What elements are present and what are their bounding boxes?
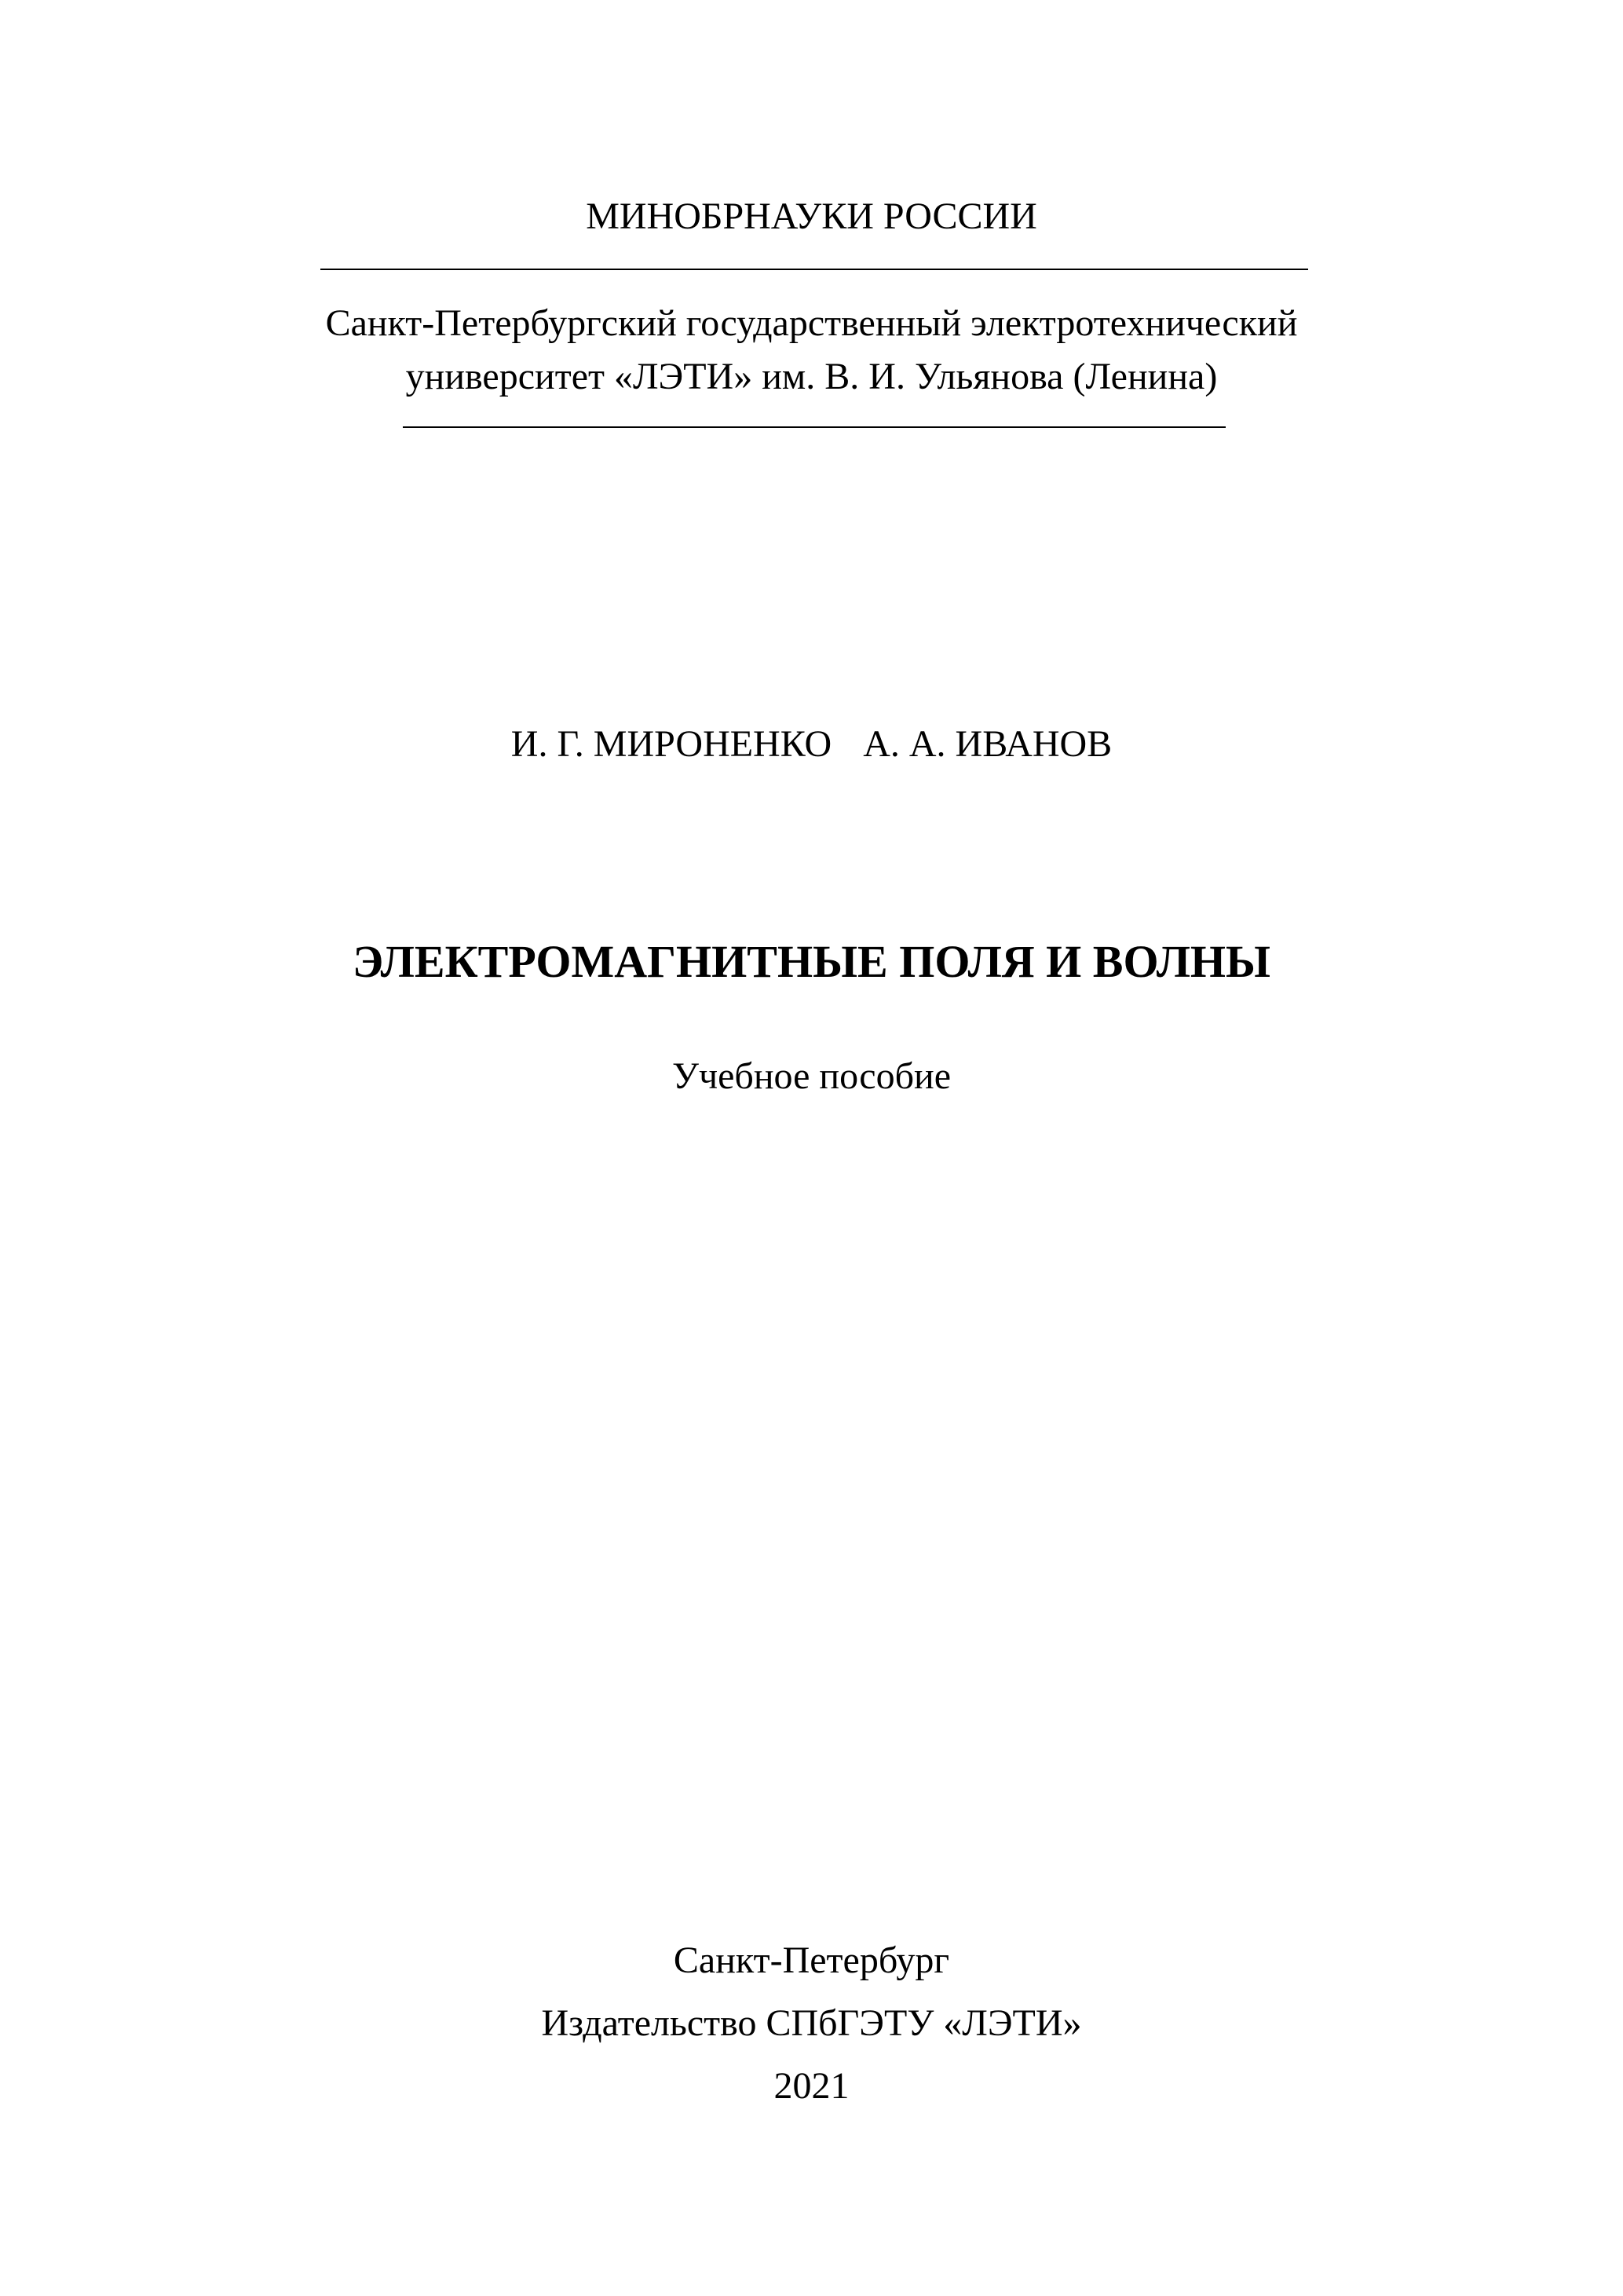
header-divider-bottom [403, 426, 1226, 428]
author-name: А. А. ИВАНОВ [863, 723, 1113, 765]
header-divider-top [320, 269, 1308, 270]
ministry-name: МИНОБРНАУКИ РОССИИ [586, 196, 1037, 237]
author-name: И. Г. МИРОНЕНКО [510, 723, 832, 765]
university-name-line2: университет «ЛЭТИ» им. В. И. Ульянова (Ленина) [405, 356, 1218, 397]
university-name-line1: Санкт-Петербургский государственный электротехнический [325, 302, 1298, 344]
imprint-publisher: Издательство СПбГЭТУ «ЛЭТИ» [541, 2002, 1082, 2044]
authors [0, 721, 1623, 768]
book-subtitle: Учебное пособие [671, 1055, 952, 1097]
imprint-year: 2021 [773, 2065, 850, 2107]
book-title: ЭЛЕКТРОМАГНИТНЫЕ ПОЛЯ И ВОЛНЫ [353, 936, 1270, 987]
imprint-city: Санкт-Петербург [673, 1940, 950, 1981]
